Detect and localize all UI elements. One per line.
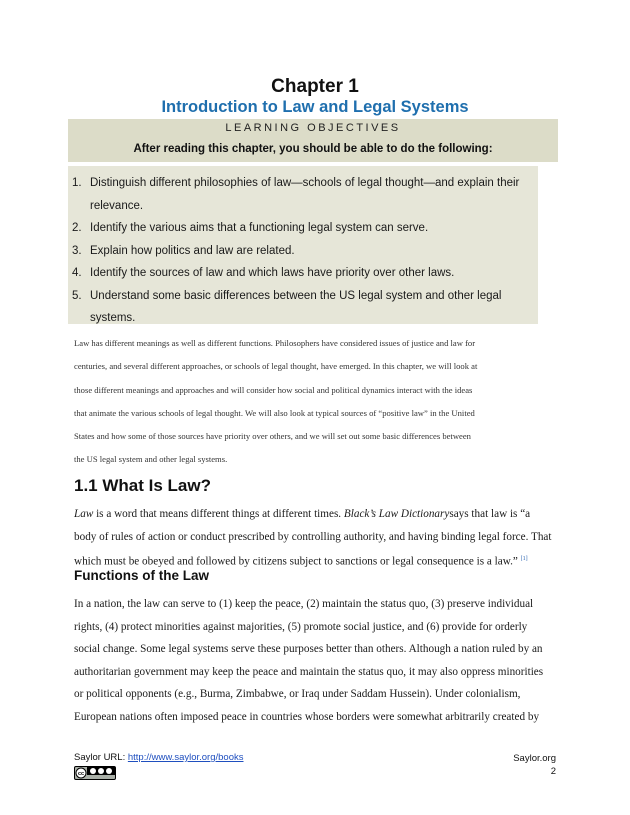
- objective-text: systems.: [90, 312, 136, 324]
- paragraph-line: In a nation, the law can serve to (1) keep the peace, (2) maintain the status quo, (3) preserve individual: [74, 598, 534, 610]
- paragraph-line: or political opponents (e.g., Burma, Zimbabwe, or Iraq under Saddam Hussein). Under colonialism,: [74, 688, 521, 700]
- chapter-subtitle: Introduction to Law and Legal Systems: [161, 98, 469, 116]
- source-title: Black’s Law Dictionary: [343, 508, 450, 520]
- term-law: Law: [74, 508, 94, 520]
- saylor-books-link[interactable]: http://www.saylor.org/books: [127, 752, 244, 763]
- objective-text: Identify the various aims that a functioning legal system can serve.: [90, 222, 429, 234]
- paragraph-line: centuries, and several different approaches, or schools of legal thought, have emerged. In this chapter, we will look at: [74, 361, 478, 372]
- objective-item: [68, 240, 530, 263]
- cc-logo-text: cc: [77, 771, 85, 778]
- footer-url-label: Saylor URL:: [74, 752, 128, 763]
- intro-paragraph: [74, 332, 554, 472]
- learning-objectives-intro: After reading this chapter, you should be able to do the following:: [133, 143, 493, 155]
- chapter-title: Chapter 1: [271, 76, 359, 97]
- definition-text: body of rules of action or conduct prescribed by controlling authority, and having binding legal force. That: [74, 530, 552, 543]
- objective-number: 5.: [72, 289, 82, 302]
- objective-text: Distinguish different philosophies of law—schools of legal thought—and explain their: [90, 177, 520, 189]
- paragraph-line: States and how some of those sources have priority over others, and we will set out some basic differences between: [74, 431, 471, 442]
- objective-item: [68, 285, 530, 330]
- functions-paragraph: [74, 593, 554, 728]
- objective-text: Explain how politics and law are related.: [90, 244, 295, 257]
- paragraph-line: the US legal system and other legal systems.: [74, 454, 228, 465]
- learning-objectives-title: LEARNING OBJECTIVES: [225, 122, 401, 134]
- paragraph-line: European nations often imposed peace in countries whose borders were somewhat arbitrarily created by: [74, 710, 540, 723]
- page-number: 2: [550, 766, 556, 777]
- objective-number: 1.: [72, 177, 82, 189]
- objective-text: relevance.: [90, 199, 144, 212]
- paragraph-line: rights, (4) protect minorities against majorities, (5) promote social justice, and (6) provide for orderly: [74, 620, 528, 633]
- paragraph-line: social change. Some legal systems serve these purposes better than others. Although a nation ruled by an: [74, 643, 543, 655]
- objective-item: [68, 262, 530, 285]
- learning-objectives-list: [68, 172, 530, 330]
- footer-right: [513, 752, 556, 778]
- definition-text: which must be obeyed and followed by citizens subject to sanctions or legal consequence is a law.”: [74, 555, 521, 568]
- creative-commons-license-icon: [74, 766, 116, 780]
- learning-objectives-box: [68, 166, 538, 324]
- objective-text: Understand some basic differences between the US legal system and other legal: [90, 289, 502, 302]
- definition-paragraph: [74, 503, 554, 573]
- definition-text: says that law is “a: [449, 508, 531, 520]
- paragraph-line: that animate the various schools of legal thought. We will also look at typical sources of “positive law” in the United: [74, 407, 475, 418]
- objective-number: 3.: [72, 244, 82, 257]
- learning-objectives-header: [68, 119, 558, 162]
- definition-text: is a word that means different things at different times.: [93, 508, 344, 520]
- paragraph-line: those different meanings and approaches and will consider how social and political dynamics interact with the ideas: [74, 384, 473, 395]
- objective-text: Identify the sources of law and which laws have priority over other laws.: [90, 267, 455, 279]
- objective-item: [68, 217, 530, 240]
- footnote-link[interactable]: [1]: [520, 556, 528, 562]
- objective-item: [68, 172, 530, 217]
- objective-number: 2.: [72, 222, 82, 234]
- paragraph-line: authoritarian government may keep the peace and maintain the status quo, it may also oppress minorities: [74, 665, 544, 678]
- footer-site: Saylor.org: [513, 753, 556, 764]
- section-heading: 1.1 What Is Law?: [74, 476, 211, 495]
- subheading-functions: Functions of the Law: [74, 568, 209, 583]
- paragraph-line: Law has different meanings as well as different functions. Philosophers have considered issues of justice and law for: [74, 338, 476, 348]
- footer-url: [74, 752, 244, 763]
- objective-number: 4.: [72, 267, 82, 279]
